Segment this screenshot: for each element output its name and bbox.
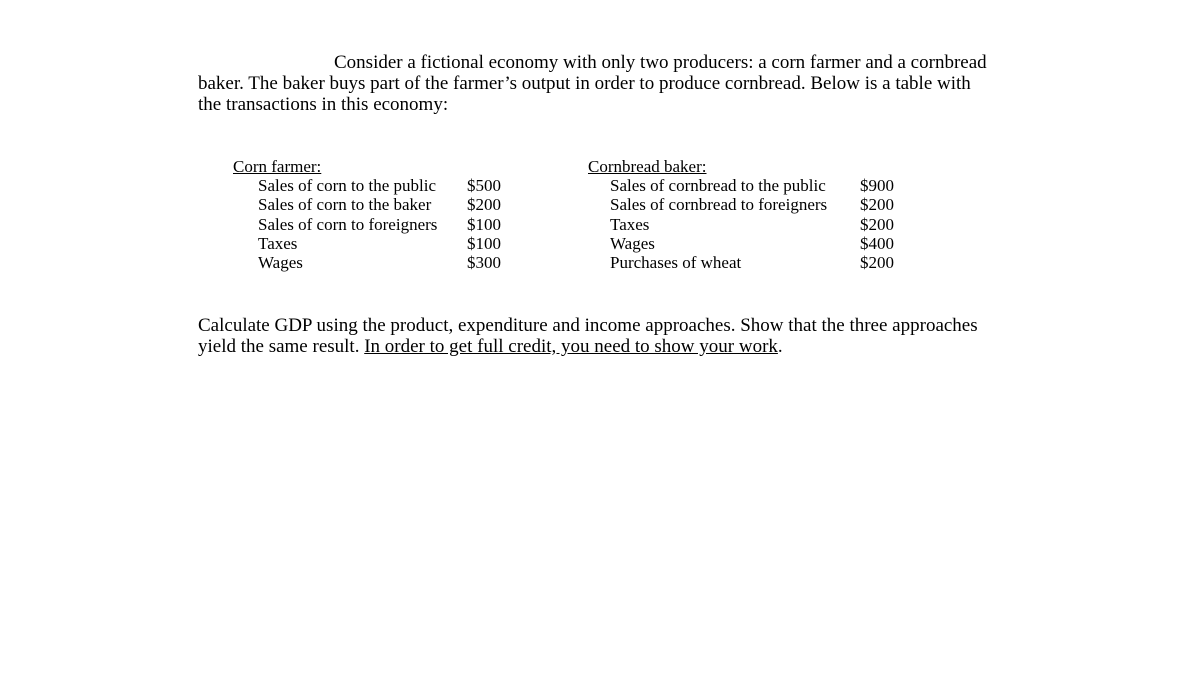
transaction-amount: $200 xyxy=(860,252,894,272)
question-text: yield the same result. xyxy=(198,336,365,357)
transaction-label: Wages xyxy=(610,233,655,253)
transaction-label: Taxes xyxy=(258,233,298,253)
question-line: Calculate GDP using the product, expenditure and income approaches. Show that the three approaches xyxy=(198,315,978,336)
transaction-label: Sales of corn to the baker xyxy=(258,195,432,215)
transaction-row xyxy=(233,176,501,196)
transaction-label: Sales of corn to foreigners xyxy=(258,214,438,234)
transaction-amount: $200 xyxy=(860,214,894,234)
transaction-amount: $300 xyxy=(467,252,501,272)
corn-farmer-rows xyxy=(233,176,501,272)
cornbread-baker-table xyxy=(588,157,894,272)
question-paragraph xyxy=(198,315,978,357)
full-credit-note: In order to get full credit, you need to show your work xyxy=(364,336,778,357)
transaction-amount: $200 xyxy=(860,195,894,215)
transaction-label: Taxes xyxy=(610,214,650,234)
intro-line: Consider a fictional economy with only two producers: a corn farmer and a cornbread xyxy=(334,52,987,73)
transaction-amount: $400 xyxy=(860,233,894,253)
transaction-row xyxy=(233,195,501,215)
intro-line: the transactions in this economy: xyxy=(198,94,449,115)
intro-line: baker. The baker buys part of the farmer’s output in order to produce cornbread. Below is a table with xyxy=(198,73,971,94)
question-period: . xyxy=(777,336,783,357)
transaction-amount: $900 xyxy=(860,176,894,196)
cornbread-baker-rows xyxy=(588,176,894,272)
transaction-row xyxy=(588,176,894,196)
transaction-row xyxy=(233,214,501,234)
corn-farmer-table xyxy=(233,157,501,272)
transaction-row xyxy=(588,214,894,234)
transaction-label: Purchases of wheat xyxy=(610,252,742,272)
question-line xyxy=(198,336,978,357)
transaction-row xyxy=(588,233,894,253)
transaction-label: Sales of cornbread to the public xyxy=(610,176,826,196)
transaction-label: Wages xyxy=(258,252,303,272)
transaction-row xyxy=(588,252,894,272)
transaction-label: Sales of corn to the public xyxy=(258,176,436,196)
intro-paragraph xyxy=(198,52,987,115)
transaction-row xyxy=(233,233,501,253)
transaction-amount: $200 xyxy=(467,195,501,215)
transaction-label: Sales of cornbread to foreigners xyxy=(610,195,828,215)
corn-farmer-heading: Corn farmer: xyxy=(233,157,322,176)
transaction-amount: $100 xyxy=(467,233,501,253)
cornbread-baker-heading: Cornbread baker: xyxy=(588,157,707,176)
transaction-row xyxy=(233,252,501,272)
transaction-amount: $100 xyxy=(467,214,501,234)
transaction-row xyxy=(588,195,894,215)
transaction-amount: $500 xyxy=(467,176,501,196)
